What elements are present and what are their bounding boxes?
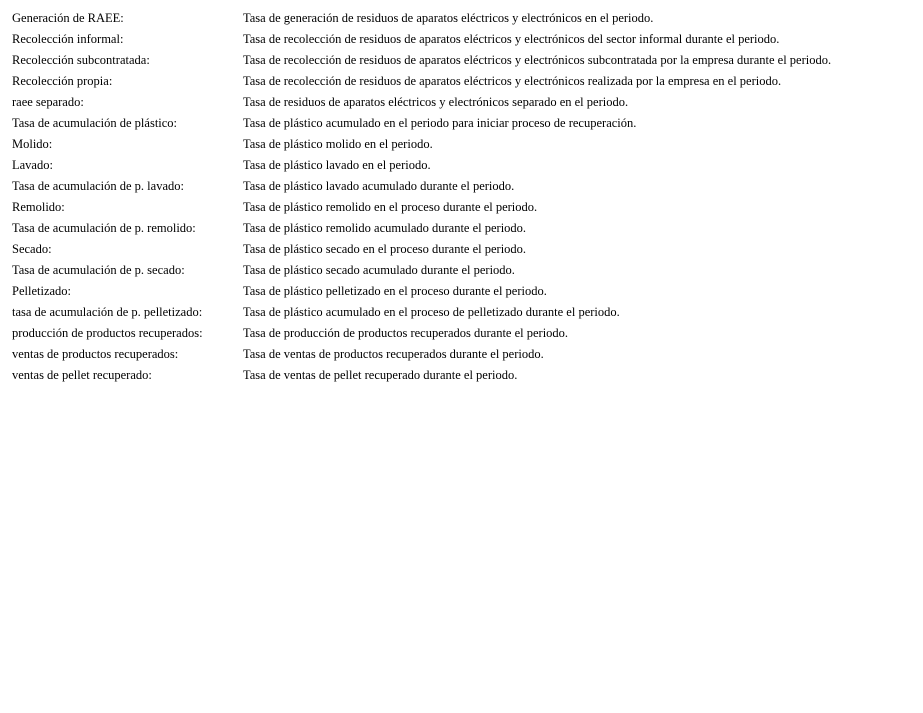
glossary-row (12, 113, 831, 134)
glossary-term: Tasa de acumulación de p. secado: (12, 263, 185, 277)
glossary-definition: Tasa de producción de productos recuperados durante el periodo. (243, 326, 569, 340)
glossary-term: Remolido: (12, 200, 65, 214)
glossary-term: Molido: (12, 137, 53, 151)
glossary-definition: Tasa de plástico pelletizado en el proceso durante el periodo. (243, 284, 547, 298)
glossary-row (12, 218, 831, 239)
glossary-row (12, 71, 831, 92)
glossary-term: ventas de pellet recuperado: (12, 368, 152, 382)
variable-glossary (12, 8, 831, 386)
glossary-definition: Tasa de plástico acumulado en el periodo para iniciar proceso de recuperación. (243, 116, 637, 130)
glossary-row (12, 344, 831, 365)
glossary-term: Tasa de acumulación de plástico: (12, 116, 178, 130)
glossary-row (12, 8, 831, 29)
glossary-definition: Tasa de plástico remolido en el proceso durante el periodo. (243, 200, 538, 214)
glossary-definition: Tasa de recolección de residuos de aparatos eléctricos y electrónicos subcontratada por la empresa durante el periodo. (243, 53, 832, 67)
glossary-row (12, 239, 831, 260)
glossary-row (12, 176, 831, 197)
glossary-row (12, 92, 831, 113)
glossary-row (12, 260, 831, 281)
glossary-term: Tasa de acumulación de p. lavado: (12, 179, 184, 193)
glossary-term: Tasa de acumulación de p. remolido: (12, 221, 196, 235)
glossary-definition: Tasa de plástico lavado acumulado durante el periodo. (243, 179, 515, 193)
glossary-term: Recolección subcontratada: (12, 53, 150, 67)
glossary-definition: Tasa de plástico secado acumulado durante el periodo. (243, 263, 515, 277)
glossary-definition: Tasa de residuos de aparatos eléctricos y electrónicos separado en el periodo. (243, 95, 629, 109)
glossary-definition: Tasa de ventas de pellet recuperado durante el periodo. (243, 368, 518, 382)
glossary-term: Lavado: (12, 158, 53, 172)
glossary-row (12, 302, 831, 323)
glossary-term: Recolección propia: (12, 74, 113, 88)
glossary-row (12, 155, 831, 176)
glossary-term: Recolección informal: (12, 32, 124, 46)
glossary-row (12, 323, 831, 344)
glossary-row (12, 50, 831, 71)
glossary-term: Secado: (12, 242, 52, 256)
glossary-definition: Tasa de plástico secado en el proceso durante el periodo. (243, 242, 527, 256)
glossary-term: producción de productos recuperados: (12, 326, 203, 340)
glossary-row (12, 134, 831, 155)
glossary-term: Pelletizado: (12, 284, 72, 298)
glossary-row (12, 365, 831, 386)
glossary-row (12, 281, 831, 302)
glossary-term: raee separado: (12, 95, 84, 109)
glossary-definition: Tasa de recolección de residuos de aparatos eléctricos y electrónicos realizada por la empresa en el periodo. (243, 74, 782, 88)
glossary-definition: Tasa de ventas de productos recuperados durante el periodo. (243, 347, 544, 361)
glossary-row (12, 29, 831, 50)
glossary-definition: Tasa de plástico acumulado en el proceso de pelletizado durante el periodo. (243, 305, 620, 319)
glossary-definition: Tasa de plástico lavado en el periodo. (243, 158, 431, 172)
glossary-definition: Tasa de generación de residuos de aparatos eléctricos y electrónicos en el periodo. (243, 11, 654, 25)
glossary-row (12, 197, 831, 218)
glossary-term: Generación de RAEE: (12, 11, 124, 25)
glossary-term: ventas de productos recuperados: (12, 347, 179, 361)
glossary-definition: Tasa de plástico molido en el periodo. (243, 137, 433, 151)
glossary-definition: Tasa de plástico remolido acumulado durante el periodo. (243, 221, 527, 235)
glossary-definition: Tasa de recolección de residuos de aparatos eléctricos y electrónicos del sector informal durante el periodo. (243, 32, 780, 46)
glossary-term: tasa de acumulación de p. pelletizado: (12, 305, 203, 319)
